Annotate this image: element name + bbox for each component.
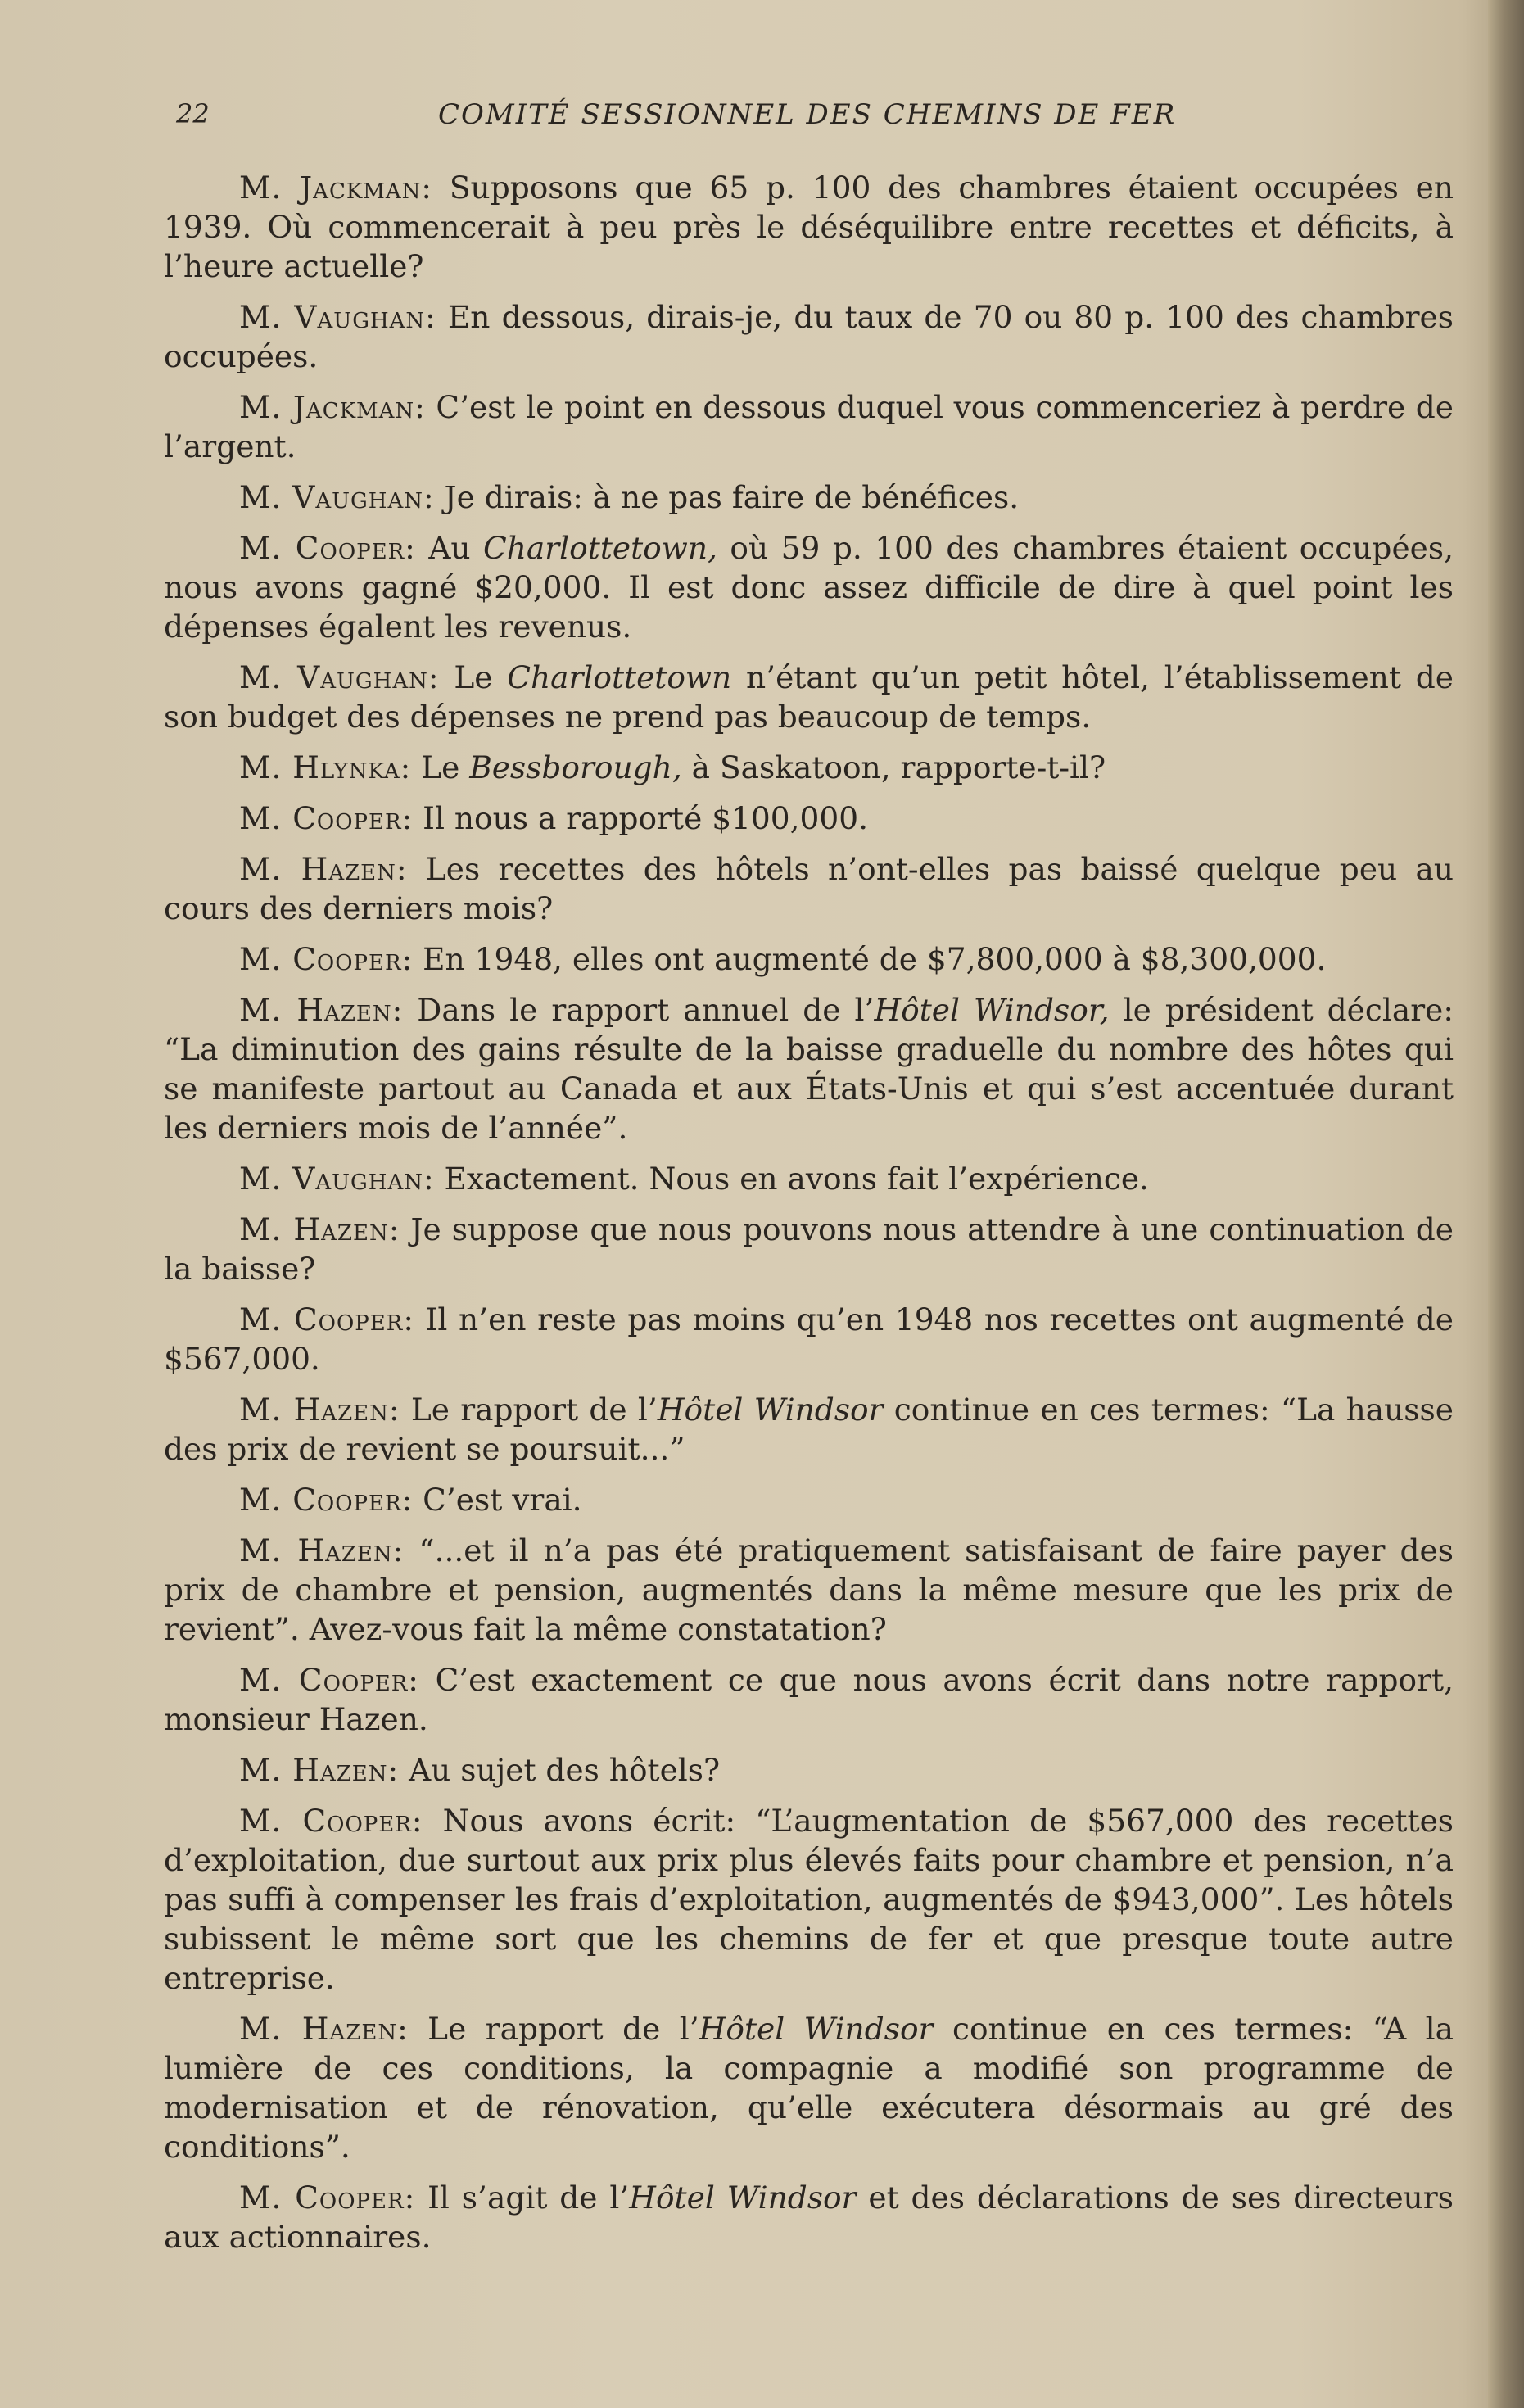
transcript-paragraph xyxy=(164,799,1454,838)
paragraph-text: Le rapport de l’ xyxy=(408,2011,699,2047)
paragraph-text: En dessous, dirais-je, du taux de 70 ou 80 p. 100 des chambres occupées. xyxy=(164,299,1454,374)
paragraph-text: Le rapport de l’ xyxy=(400,1392,658,1428)
paragraph-text: Il nous a rapporté $100,000. xyxy=(413,800,869,836)
paragraph-text: Exactement. Nous en avons fait l’expérience. xyxy=(434,1161,1149,1197)
paragraph-text-cont: à Saskatoon, rapporte-t-il? xyxy=(681,749,1106,785)
paragraph-text-cont: le président déclare: “La diminution des gains résulte de la baisse graduelle du nombre des hôtes qui se manifeste partout au Canada et aux États-Unis et qui s’est accentuée durant les derniers mois de l’année”. xyxy=(164,992,1454,1146)
speaker-name: M. Vaughan: xyxy=(239,1161,435,1197)
transcript-paragraph xyxy=(164,748,1454,787)
italic-title: Bessborough, xyxy=(469,749,682,785)
paragraph-text: C’est vrai. xyxy=(413,1482,582,1518)
speaker-name: M. Hazen: xyxy=(239,1532,405,1568)
paragraph-text: Au sujet des hôtels? xyxy=(399,1752,721,1788)
transcript-paragraph xyxy=(164,1531,1454,1649)
italic-title: Hôtel Windsor xyxy=(699,2011,934,2047)
transcript-paragraph xyxy=(164,387,1454,466)
italic-title: Hôtel Windsor, xyxy=(874,992,1110,1028)
speaker-name: M. Vaughan: xyxy=(239,659,440,695)
speaker-name: M. Hazen: xyxy=(239,1392,400,1428)
transcript-paragraph xyxy=(164,2178,1454,2256)
paragraph-text: Je dirais: à ne pas faire de bénéfices. xyxy=(434,479,1020,515)
speaker-name: M. Jackman: xyxy=(239,389,426,425)
speaker-name: M. Cooper: xyxy=(239,530,416,566)
page-edge-shadow xyxy=(1488,0,1524,2408)
speaker-name: M. Jackman: xyxy=(239,170,433,206)
speaker-name: M. Vaughan: xyxy=(239,299,436,335)
paragraph-text-cont: et des déclarations de ses directeurs aux actionnaires. xyxy=(164,2179,1454,2255)
paragraph-text: Il s’agit de l’ xyxy=(415,2179,630,2216)
paragraph-text: Supposons que 65 p. 100 des chambres étaient occupées en 1939. Où commencerait à peu près le déséquilibre entre recettes et déficits, à l’heure actuelle? xyxy=(164,170,1454,284)
speaker-name: M. Cooper: xyxy=(239,2179,416,2216)
speaker-name: M. Hazen: xyxy=(239,851,408,887)
speaker-name: M. Hazen: xyxy=(239,2011,409,2047)
paragraph-text: C’est le point en dessous duquel vous commenceriez à perdre de l’argent. xyxy=(164,389,1454,464)
speaker-name: M. Hazen: xyxy=(239,1211,400,1247)
transcript-paragraph xyxy=(164,1390,1454,1469)
transcript-paragraph xyxy=(164,1300,1454,1378)
transcript-paragraph xyxy=(164,1480,1454,1519)
speaker-name: M. Hazen: xyxy=(239,992,404,1028)
transcript-paragraph xyxy=(164,990,1454,1147)
running-header xyxy=(176,90,1454,139)
italic-title: Hôtel Windsor xyxy=(657,1392,884,1428)
paragraph-text-cont: continue en ces termes: “La hausse des prix de revient se poursuit...” xyxy=(164,1392,1454,1467)
paragraph-text: Le xyxy=(411,749,470,785)
italic-title: Hôtel Windsor xyxy=(629,2179,857,2216)
transcript-paragraph xyxy=(164,297,1454,376)
paragraph-text: Nous avons écrit: “L’augmentation de $567,000 des recettes d’exploitation, due surtout aux prix plus élevés faits pour chambre et pension, n’a pas suffi à compenser les frais d’exploitation, augmentés de $943,000”. Les hôtels subissent le même sort que les chemins de fer et que presque toute autre entreprise. xyxy=(164,1803,1454,1996)
transcript-paragraph xyxy=(164,658,1454,736)
paragraph-text: Les recettes des hôtels n’ont-elles pas baissé quelque peu au cours des derniers mois? xyxy=(164,851,1454,926)
paragraph-text: C’est exactement ce que nous avons écrit dans notre rapport, monsieur Hazen. xyxy=(164,1662,1454,1737)
page-number: 22 xyxy=(176,98,210,129)
transcript-paragraph xyxy=(164,1210,1454,1288)
transcript-paragraph xyxy=(164,939,1454,979)
paragraph-text-cont: où 59 p. 100 des chambres étaient occupées, nous avons gagné $20,000. Il est donc assez difficile de dire à quel point les dépenses égalent les revenus. xyxy=(164,530,1454,645)
transcript-paragraph xyxy=(164,1750,1454,1790)
transcript-paragraph xyxy=(164,528,1454,646)
paragraph-text: Il n’en reste pas moins qu’en 1948 nos recettes ont augmenté de $567,000. xyxy=(164,1301,1454,1377)
speaker-name: M. Vaughan: xyxy=(239,479,435,515)
italic-title: Charlottetown, xyxy=(483,530,717,566)
speaker-name: M. Cooper: xyxy=(239,1301,414,1338)
transcript-body xyxy=(164,168,1454,2268)
transcript-paragraph xyxy=(164,1660,1454,1739)
speaker-name: M. Cooper: xyxy=(239,941,414,977)
paragraph-text: Le xyxy=(439,659,508,695)
speaker-name: M. Cooper: xyxy=(239,800,414,836)
paragraph-text: Dans le rapport annuel de l’ xyxy=(403,992,875,1028)
paragraph-text: Au xyxy=(415,530,484,566)
paragraph-text-cont: continue en ces termes: “A la lumière de ces conditions, la compagnie a modifié son programme de modernisation et de rénovation, qu’elle exécutera désormais au gré des conditions”. xyxy=(164,2011,1454,2165)
speaker-name: M. Cooper: xyxy=(239,1662,419,1698)
speaker-name: M. Cooper: xyxy=(239,1803,423,1839)
running-title: COMITÉ SESSIONNEL DES CHEMINS DE FER xyxy=(438,98,1177,131)
speaker-name: M. Cooper: xyxy=(239,1482,414,1518)
speaker-name: M. Hazen: xyxy=(239,1752,400,1788)
paragraph-text: En 1948, elles ont augmenté de $7,800,000 à $8,300,000. xyxy=(413,941,1327,977)
transcript-paragraph xyxy=(164,849,1454,928)
paragraph-text: Je suppose que nous pouvons nous attendre à une continuation de la baisse? xyxy=(164,1211,1454,1287)
paragraph-text-cont: n’étant qu’un petit hôtel, l’établissement de son budget des dépenses ne prend pas beaucoup de temps. xyxy=(164,659,1454,735)
transcript-paragraph xyxy=(164,478,1454,517)
italic-title: Charlottetown xyxy=(507,659,732,695)
paragraph-text: “...et il n’a pas été pratiquement satisfaisant de faire payer des prix de chambre et pension, augmentés dans la même mesure que les prix de revient”. Avez-vous fait la même constatation? xyxy=(164,1532,1454,1647)
transcript-paragraph xyxy=(164,2009,1454,2166)
transcript-paragraph xyxy=(164,168,1454,286)
transcript-paragraph xyxy=(164,1159,1454,1198)
transcript-paragraph xyxy=(164,1801,1454,1998)
speaker-name: M. Hlynka: xyxy=(239,749,412,785)
